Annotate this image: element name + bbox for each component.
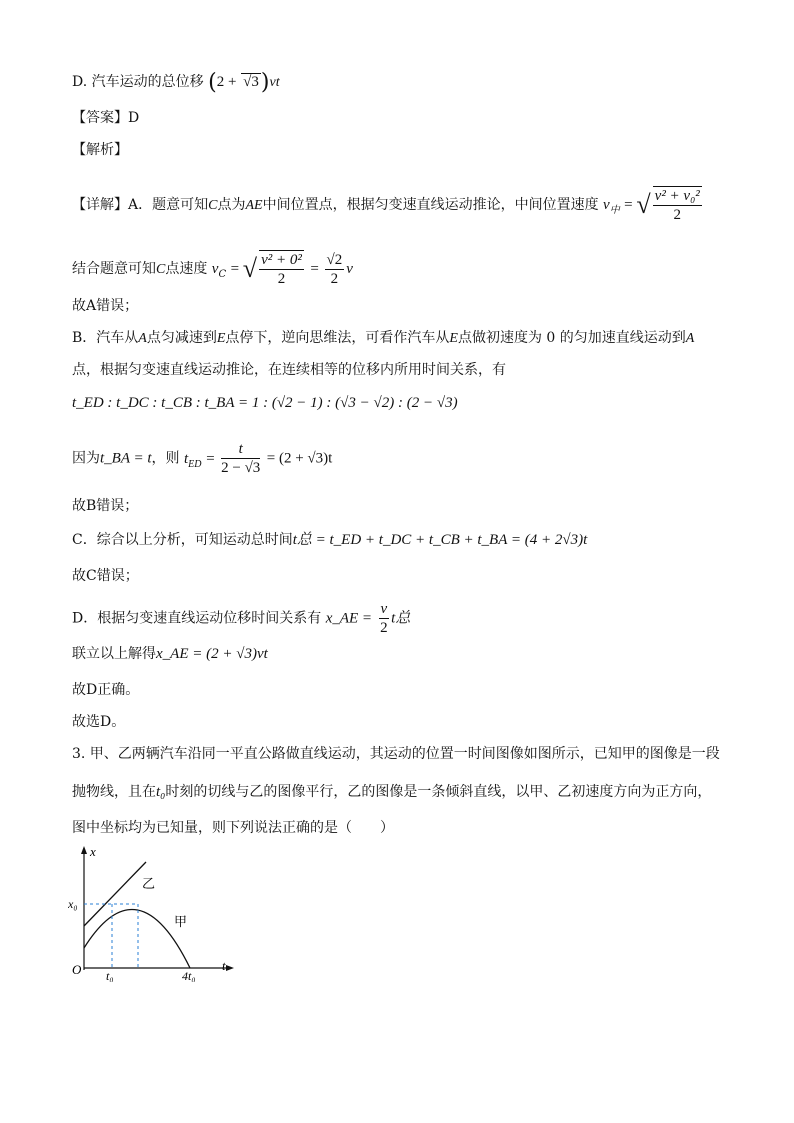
y-axis-arrow <box>81 846 87 854</box>
frac-vc1-den: 2 <box>277 271 286 287</box>
q3-line2 <box>72 782 711 802</box>
d-tail: t总 <box>391 610 411 627</box>
analysis-tag: 【解析】 <box>72 142 128 158</box>
label-yi: 乙 <box>142 876 156 891</box>
sqrt-sign: √ <box>242 254 258 283</box>
d-frac <box>379 600 390 637</box>
b-ratio: t_ED : t_DC : t_CB : t_BA = 1 : (√2 − 1) : (√3 − √2) : (2 − √3) <box>72 395 458 411</box>
answer-tag: 【答案】 <box>72 110 128 126</box>
because-text: 因为 <box>72 450 100 467</box>
answer-line <box>72 108 139 128</box>
label-jia: 甲 <box>174 914 188 929</box>
v-mid: v <box>603 197 610 213</box>
frac-a-den: 2 <box>673 207 681 223</box>
option-d-sqrt <box>241 73 261 90</box>
b-text-3: 点停下，逆向思维法，可看作汽车从 <box>225 330 450 346</box>
b-text-1: B．汽车从 <box>72 330 139 346</box>
option-d-text: 汽车运动的总位移 <box>91 74 204 90</box>
d-solve-line <box>72 644 268 664</box>
frac-vc1 <box>259 250 304 288</box>
d-correct: 故D正确。 <box>72 682 140 698</box>
d-solve-expr: x_AE = (2 + √3)vt <box>156 646 268 662</box>
because-frac-num: t <box>221 440 260 459</box>
segment-ae: AE <box>245 198 263 213</box>
q3-t0: t₀ <box>156 784 166 800</box>
x-axis-label: t <box>222 958 226 973</box>
sqrt-sign: √ <box>243 74 252 90</box>
d-line <box>72 600 410 637</box>
vc-tail: v <box>346 261 353 277</box>
point-c: C <box>156 262 166 277</box>
equals: = <box>624 197 637 213</box>
c-text: C．综合以上分析，可知运动总时间 <box>72 532 293 548</box>
q3-line1: 3. 甲、乙两辆汽车沿同一平直公路做直线运动，其运动的位置一时间图像如图所示，已知甲的图像是一段 <box>72 746 720 762</box>
paren-left: ( <box>208 70 217 95</box>
vc-lhs: v <box>211 261 219 277</box>
vc-text-2: 点速度 <box>165 261 208 277</box>
frac-a <box>653 186 702 224</box>
b-para-line2: 点，根据匀变速直线运动推论，在连续相等的位移内所用时间关系，有 <box>72 362 506 378</box>
c-expr: t总 = t_ED + t_DC + t_CB + t_BA = (4 + 2√3)t <box>292 532 588 548</box>
c-wrong: 故C错误； <box>72 568 139 584</box>
a-wrong: 故A错误； <box>72 298 139 314</box>
frac-vc2 <box>325 251 345 288</box>
v-mid-sub: 中 <box>609 205 620 216</box>
answer-value: D <box>128 110 140 126</box>
frac-vc1-num: v² + 0² <box>261 252 302 268</box>
because-tba: t_BA = t <box>100 450 152 467</box>
option-d <box>72 72 280 93</box>
c-line <box>72 530 587 550</box>
detail-a-text: A．题意可知 <box>128 197 209 213</box>
origin-label: O <box>72 962 82 977</box>
point-e: E <box>216 331 226 346</box>
d-frac-den: 2 <box>380 620 388 636</box>
b-because-line <box>72 440 332 477</box>
b-wrong: 故B错误； <box>72 498 139 514</box>
x-axis-arrow <box>226 965 234 971</box>
detail-a-text-2: 点为 <box>217 197 246 213</box>
q3-text-b: 时刻的切线与乙的图像平行，乙的图像是一条倾斜直线，以甲、乙初速度方向为正方向， <box>165 784 712 800</box>
y-axis-label: x <box>90 844 96 859</box>
d-lhs: x_AE = <box>325 610 373 627</box>
position-time-graph <box>68 842 248 982</box>
sqrt-frac-vc <box>243 250 306 288</box>
because-frac-den: 2 − √3 <box>221 460 261 476</box>
b-text-4: 点做初速度为 0 的匀加速直线运动到 <box>457 330 686 346</box>
point-e-2: E <box>449 331 458 346</box>
because-frac <box>221 440 260 477</box>
point-c: C <box>208 198 218 213</box>
detail-a-text-3: 中间位置点，根据匀变速直线运动推论，中间位置速度 <box>262 197 599 213</box>
b-text-2: 点匀减速到 <box>146 330 217 346</box>
choose: 故选D。 <box>72 714 126 730</box>
option-d-label: D. <box>72 74 88 90</box>
equals: = <box>310 261 323 277</box>
vc-text: 结合题意可知 <box>72 261 156 277</box>
t4-label: 4t₀ <box>182 969 196 982</box>
t0-label: t₀ <box>106 969 114 982</box>
frac-vc2-num: √2 <box>326 251 343 268</box>
sqrt-sign: √ <box>636 190 651 219</box>
equals: = <box>230 261 243 277</box>
line-yi <box>84 862 146 926</box>
point-a-2: A <box>685 331 695 346</box>
detail-tag: 【详解】 <box>72 197 128 213</box>
because-text-2: ，则 <box>151 450 180 467</box>
vc-lhs-sub: C <box>218 269 227 280</box>
d-text: D．根据匀变速直线运动位移时间关系有 <box>72 610 322 627</box>
because-ted: $t_{ED}$ = <box>183 450 220 470</box>
x0-label: x₀ <box>68 897 78 911</box>
because-result: = (2 + √3)t <box>266 450 333 467</box>
point-a: A <box>138 331 147 346</box>
sqrt-value: 3 <box>251 74 259 90</box>
d-solve-text: 联立以上解得 <box>72 646 156 662</box>
paren-right: ) <box>260 70 270 95</box>
d-frac-num: v <box>380 601 388 617</box>
option-d-expr: 2 + <box>216 74 241 90</box>
frac-vc2-den: 2 <box>330 270 339 287</box>
b-para-line1 <box>72 328 694 349</box>
vc-line <box>72 250 353 288</box>
sqrt-frac-a <box>636 186 703 224</box>
detail-a-line <box>72 186 704 224</box>
option-d-tail: vt <box>269 75 280 90</box>
q3-line3: 图中坐标均为已知量，则下列说法正确的是（ ） <box>72 820 394 836</box>
frac-a-num: v² + v₀² <box>654 188 700 204</box>
q3-text-a: 抛物线，且在 <box>72 784 156 800</box>
